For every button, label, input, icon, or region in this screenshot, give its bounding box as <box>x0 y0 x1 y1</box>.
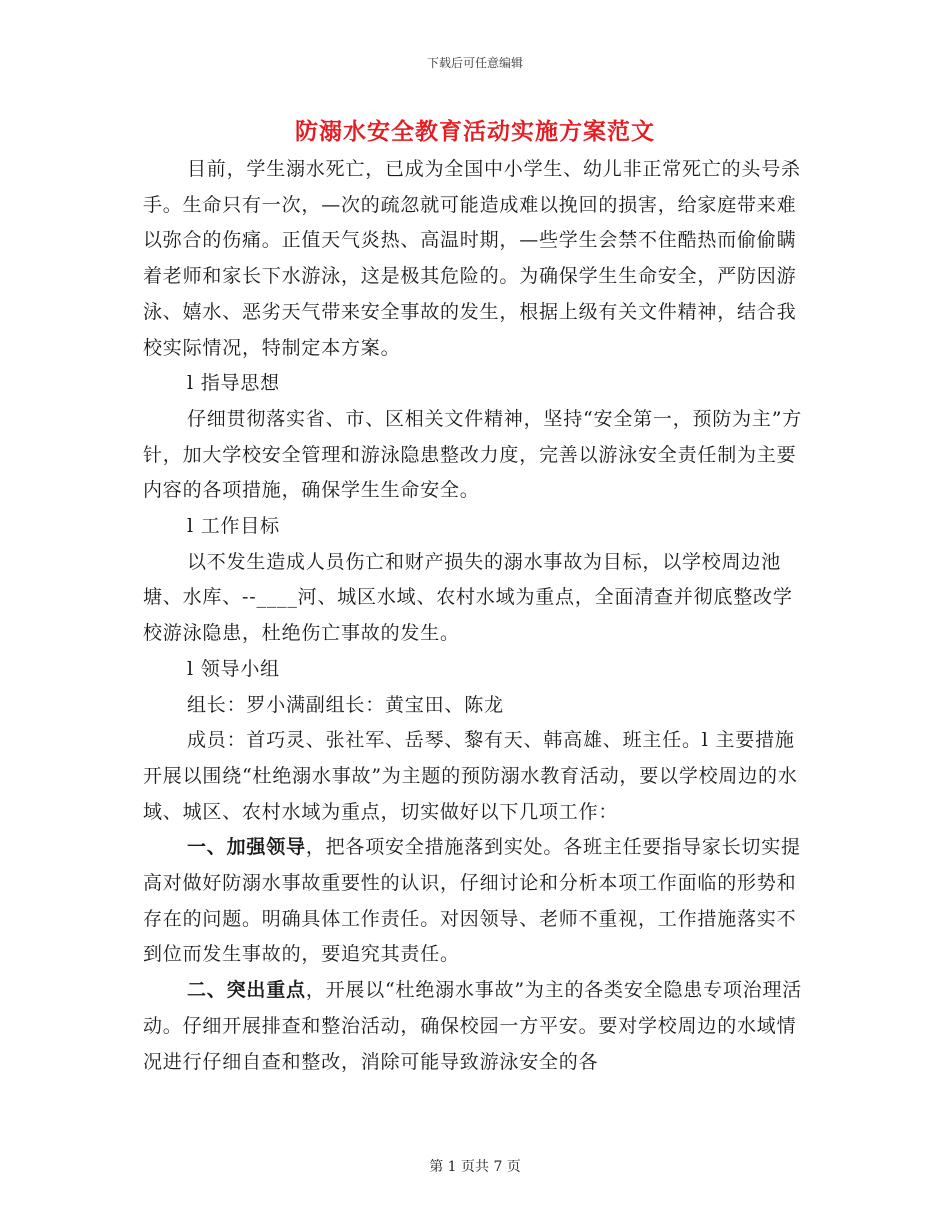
heading-work-goals: l 工作目标 <box>187 515 280 538</box>
page-footer: 第 1 页共 7 页 <box>429 1159 521 1175</box>
paragraph-guiding-ideology: 仔细贯彻落实省、市、区相关文件精神，坚持“安全第一，预防为主”方针，加大学校安全管理和游泳隐患整改力度，完善以游泳安全责任制为主要内容的各项措施，确保学生生命安全。 <box>143 407 803 502</box>
section-one-text: ，把各项安全措施落到实处。各班主任要指导家长切实提高对做好防溺水事故重要性的认识，仔细讨论和分析本项工作面临的形势和存在的问题。明确具体工作责任。对因领导、老师不重视，工作措施落实不到位而发生事故的，要追究其责任。 <box>143 836 801 966</box>
paragraph-section-one <box>143 830 811 973</box>
paragraph-group-leaders: 组长：罗小满副组长：黄宝田、陈龙 <box>187 693 504 716</box>
paragraph-work-goals: 以不发生造成人员伤亡和财产损失的溺水事故为目标，以学校周边池塘、水库、--____河、城区水域、农村水域为重点，全面清查并彻底整改学校游泳隐患，杜绝伤亡事故的发生。 <box>143 550 793 645</box>
section-two-lead: 二、突出重点 <box>187 979 306 1002</box>
heading-leadership-group: l 领导小组 <box>187 657 280 680</box>
page-header: 下载后可任意编辑 <box>426 56 523 70</box>
paragraph-section-two <box>143 973 811 1080</box>
paragraph-members-measures: 成员：首巧灵、张社军、岳琴、黎有天、韩高雄、班主任。l 主要措施开展以围绕“杜绝溺水事故”为主题的预防溺水教育活动，要以学校周边的水域、城区、农村水域为重点，切实做好以下几项工作： <box>143 729 798 823</box>
paragraph-intro: 目前，学生溺水死亡，已成为全国中小学生、幼儿非正常死亡的头号杀手。生命只有一次，—次的疏忽就可能造成难以挽回的损害，给家庭带来难以弥合的伤痛。正值天气炎热、高温时期，—些学生会禁不住酷热而偷偷瞒着老师和家长下水游泳，这是极其危险的。为确保学生生命安全，严防因游泳、嬉水、恶劣天气带来安全事故的发生，根据上级有关文件精神，结合我校实际情况，特制定本方案。 <box>143 158 801 359</box>
section-two-text: ，开展以“杜绝溺水事故”为主的各类安全隐患专项治理活动。仔细开展排查和整治活动，确保校园一方平安。要对学校周边的水域情况进行仔细自查和整改，消除可能导致游泳安全的各 <box>143 979 803 1073</box>
document-body <box>143 152 811 1080</box>
document-title: 防溺水安全教育活动实施方案范文 <box>295 119 655 145</box>
heading-guiding-ideology: l 指导思想 <box>187 372 280 395</box>
section-one-lead: 一、加强领导 <box>187 836 306 859</box>
